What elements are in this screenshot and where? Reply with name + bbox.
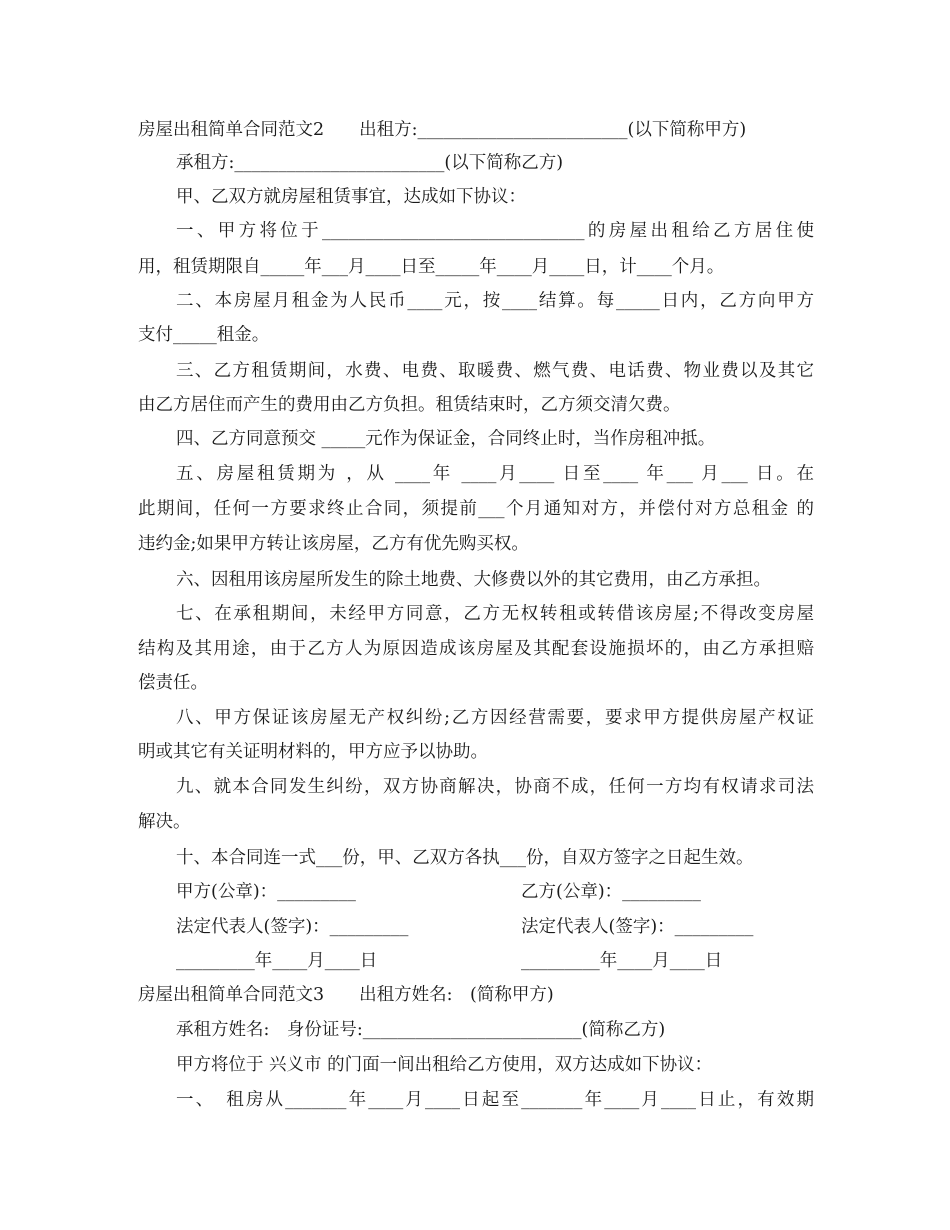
- doc-line: 二、本房屋月租金为人民币____元，按____结算。每_____日内，乙方向甲方: [176, 291, 814, 311]
- doc-line: 承租方姓名: 身份证号:_________________________(简称乙方): [176, 1020, 666, 1040]
- doc-line: 偿责任。: [138, 673, 208, 693]
- doc-line: 甲方将位于 兴义市 的门面一间出租给乙方使用，双方达成如下协议：: [176, 1055, 713, 1075]
- party-a-representative: 法定代表人(签字)：_________: [176, 917, 409, 937]
- party-b-seal: 乙方(公章)：_________: [521, 882, 701, 902]
- doc-line: 八、甲方保证该房屋无产权纠纷;乙方因经营需要，要求甲方提供房屋产权证: [176, 708, 814, 728]
- doc-line: 支付_____租金。: [138, 325, 270, 345]
- doc-line: 七、在承租期间，未经甲方同意，乙方无权转租或转借该房屋;不得改变房屋: [176, 604, 814, 624]
- party-b-representative: 法定代表人(签字)：_________: [521, 917, 754, 937]
- doc-line: 明或其它有关证明材料的，甲方应予以协助。: [138, 742, 488, 762]
- party-b-date: _________年____月____日: [521, 951, 723, 971]
- doc-line: 五、房屋租赁期为 ，从 ____年 ____月____ 日至____ 年___ 月___ 日。在: [176, 464, 814, 484]
- party-a-date: _________年____月____日: [176, 951, 378, 971]
- doc-line: 房屋出租简单合同范文3 出租方姓名: (简称甲方): [138, 985, 554, 1005]
- doc-line: 六、因租用该房屋所发生的除土地费、大修费以外的其它费用，由乙方承担。: [176, 570, 771, 590]
- doc-line: 房屋出租简单合同范文2 出租方:________________________(以下简称甲方): [138, 120, 747, 140]
- doc-line: 此期间，任何一方要求终止合同，须提前___个月通知对方，并偿付对方总租金 的: [138, 499, 814, 519]
- doc-line: 甲、乙双方就房屋租赁事宜，达成如下协议：: [176, 187, 526, 207]
- doc-line: 承租方:________________________(以下简称乙方): [176, 153, 564, 173]
- doc-line: 四、乙方同意预交 _____元作为保证金，合同终止时，当作房租冲抵。: [176, 429, 716, 449]
- doc-line: 十、本合同连一式___份，甲、乙双方各执___份，自双方签字之日起生效。: [176, 848, 754, 868]
- doc-line: 违约金;如果甲方转让该房屋，乙方有优先购买权。: [138, 534, 529, 554]
- doc-line: 结构及其用途，由于乙方人为原因造成该房屋及其配套设施损坏的，由乙方承担赔: [138, 639, 814, 659]
- doc-line: 一、甲方将位于______________________________的房屋出租给乙方居住使: [176, 221, 814, 241]
- party-a-seal: 甲方(公章)：_________: [176, 882, 356, 902]
- doc-line: 解决。: [138, 812, 191, 832]
- doc-line: 九、就本合同发生纠纷，双方协商解决，协商不成，任何一方均有权请求司法: [176, 777, 814, 797]
- doc-line: 三、乙方租赁期间，水费、电费、取暖费、燃气费、电话费、物业费以及其它: [176, 361, 814, 381]
- doc-line: 由乙方居住而产生的费用由乙方负担。租赁结束时，乙方须交清欠费。: [138, 395, 681, 415]
- doc-line: 一、 租房从_______年____月____日起至_______年____月____日止，有效期: [176, 1090, 814, 1110]
- doc-line: 用，租赁期限自_____年___月____日至_____年____月____日，计____个月。: [138, 257, 725, 277]
